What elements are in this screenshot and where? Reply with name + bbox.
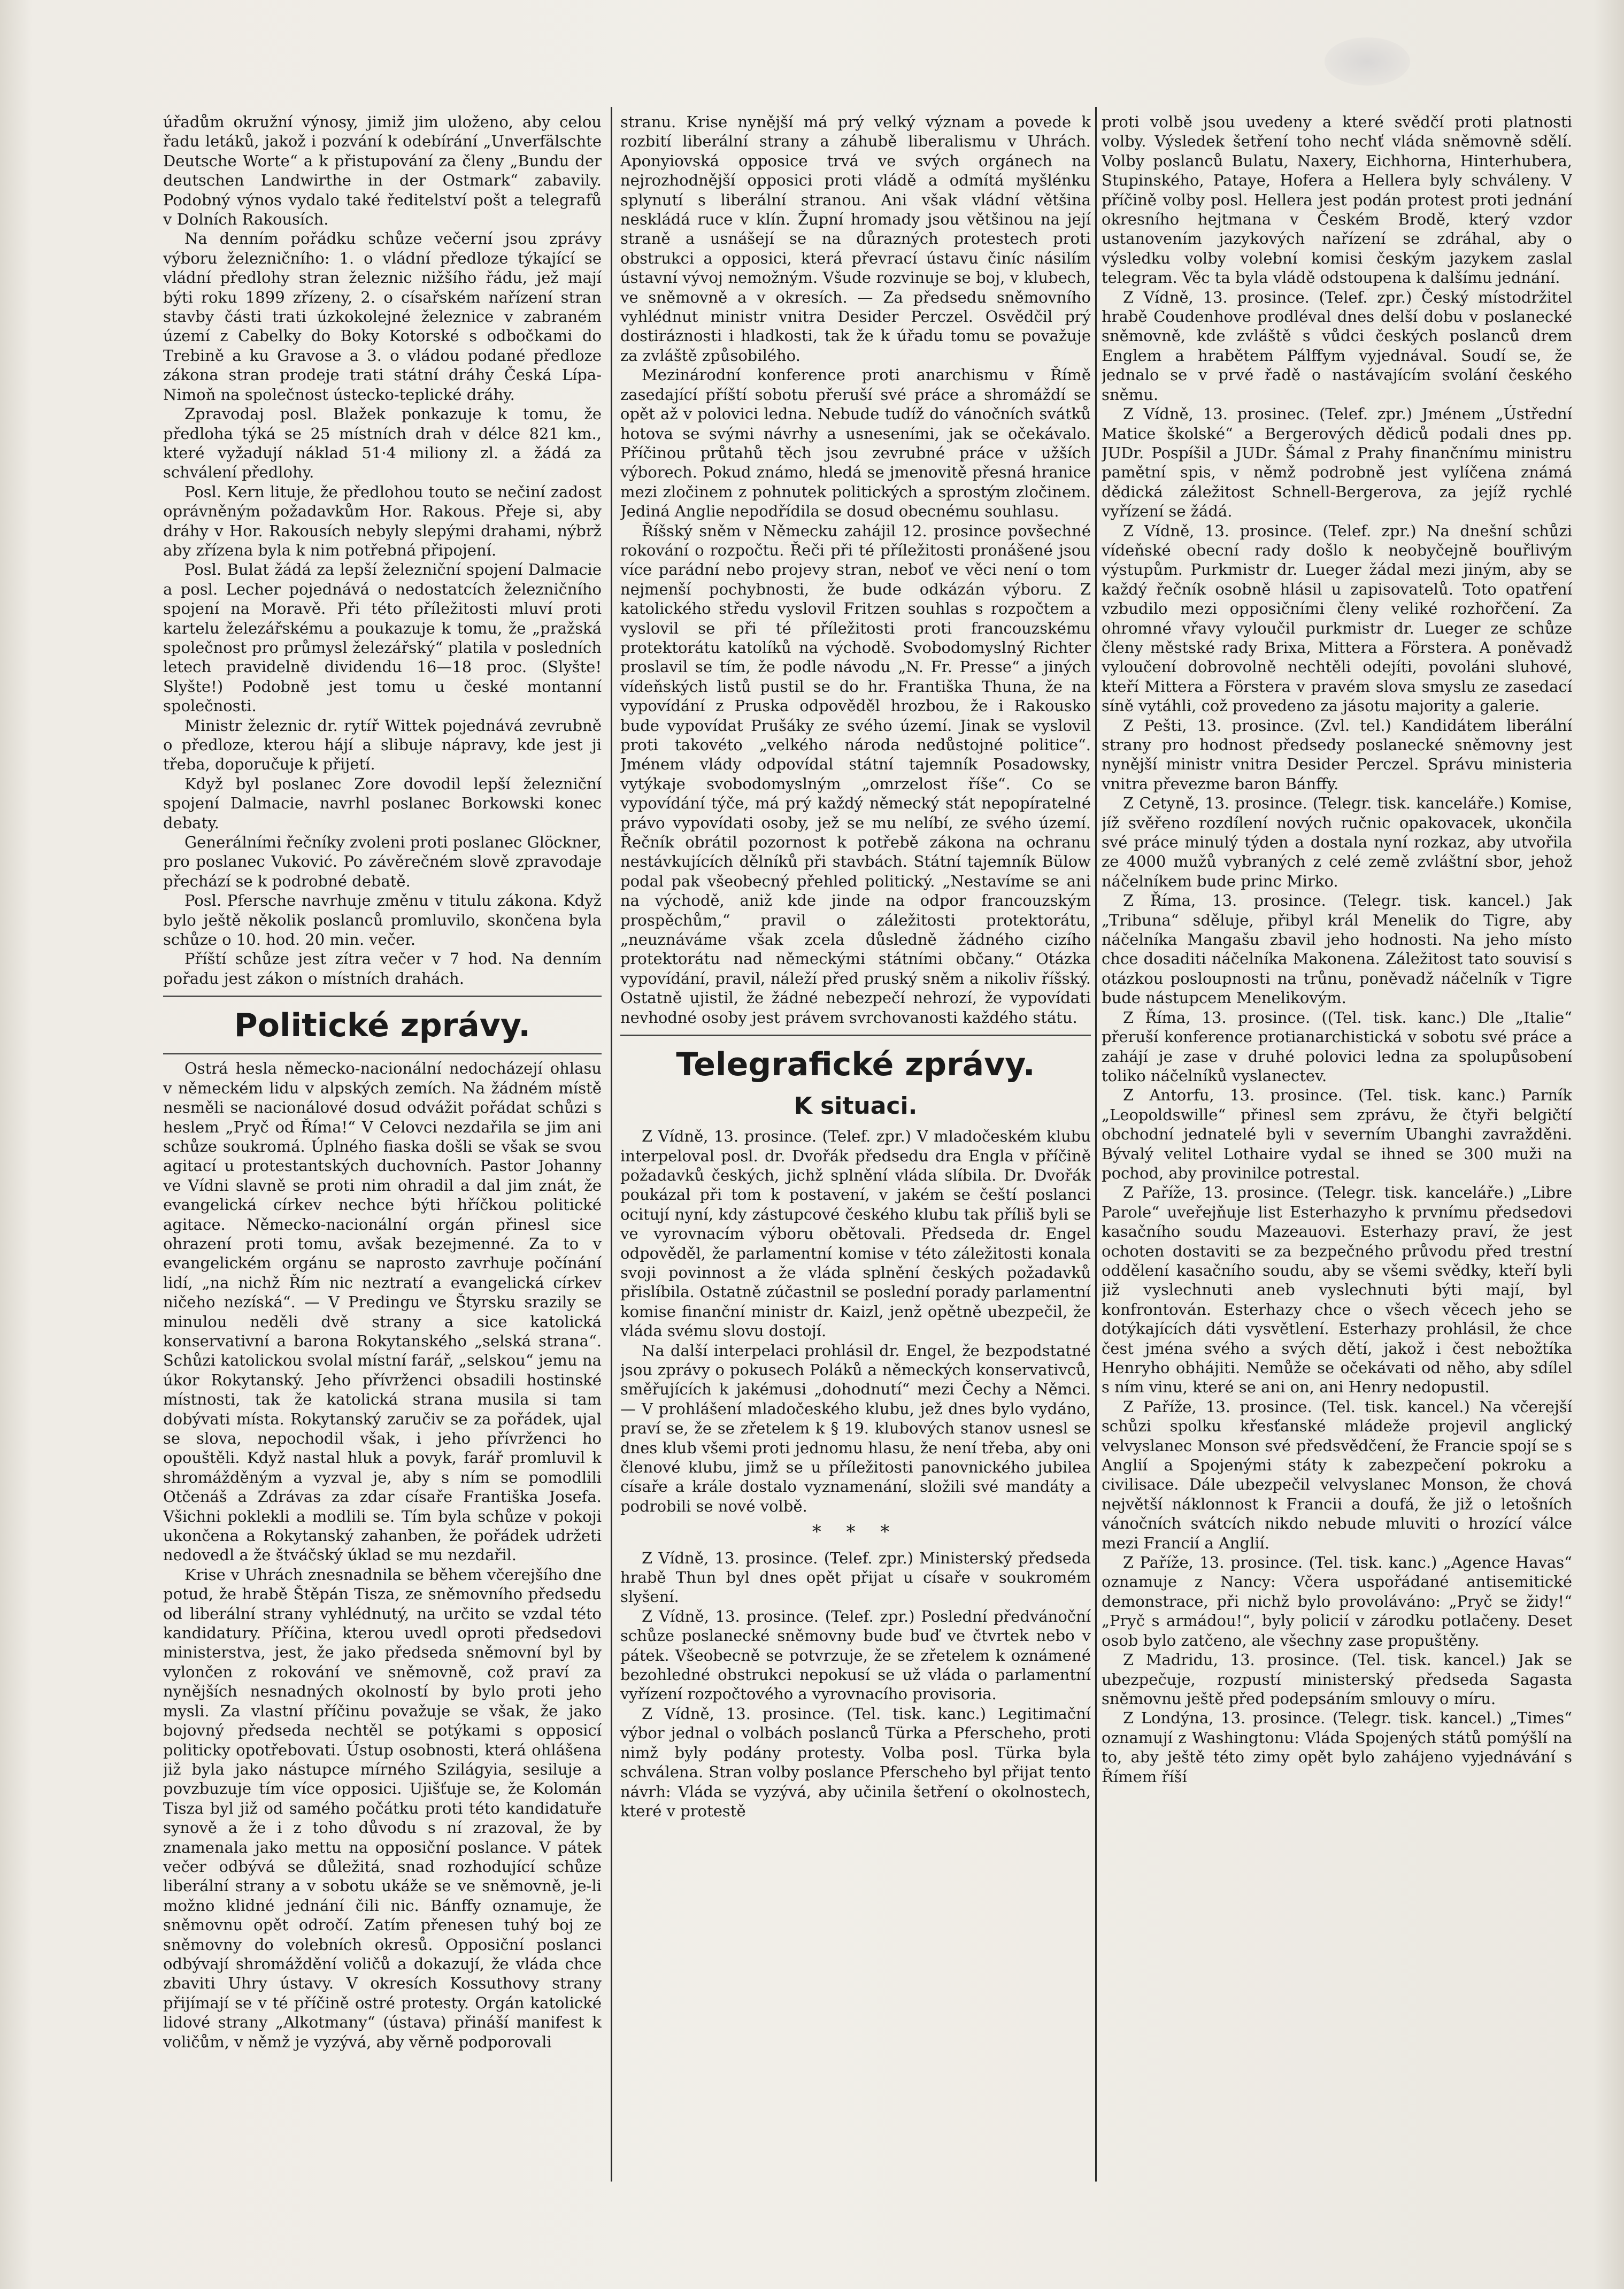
article-paragraph: Na denním pořádku schůze večerní jsou zprávy výboru železničního: 1. o vládní předloze týkající se vládní předlohy stran železnic nižšího řádu, jež mají býti roku 1899 zřízeny, 2. o císařském nařízení stran stavby části trati úzkokolejné železnice v zabraném území z Cabelky do Boky Kotorské s odbočkami do Trebině a ku Gravose a 3. o vládou podané předloze zákona stran prodeje trati státní dráhy Česká Lípa-Nimoň na společnost ústecko-teplické dráhy. xyxy=(163,229,602,404)
column-right xyxy=(1102,112,1572,2262)
article-paragraph: Posl. Bulat žádá za lepší železniční spojení Dalmacie a posl. Lecher pojednává o nedostatcích železničního spojení na Moravě. Při této příležitosti mluví proti kartelu železářskému a poukazuje k tomu, že „pražská společnost pro průmysl železářský“ platila v posledních letech pravidelně dividendu 16—18 proc. (Slyšte! Slyšte!) Podobně jest tomu u české montanní společnosti. xyxy=(163,560,602,715)
article-paragraph: Z Paříže, 13. prosince. (Telegr. tisk. kanceláře.) „Libre Parole“ uveřejňuje list Esterhazyho k prvnímu předsedovi kasačního soudu Mazeauovi. Esterhazy praví, že jest ochoten dostaviti se za bezpečného průvodu před trestní oddělení kasačního soudu, aby se všemi svědky, kteří byli již vyslechnuti aneb vyslechnuti býti mají, byl konfrontován. Esterhazy chce o všech věcech jeho se dotýkajících dáti vysvětlení. Esterhazy prohlásil, že chce čest jména svého a svých dětí, jakož i čest nebožtíka Henryho obhájiti. Nemůže se očekávati od něho, aby sdílel s ním vinu, které se ani on, ani Henry nedopustil. xyxy=(1102,1183,1572,1397)
article-paragraph: Ostrá hesla německo-nacionální nedocházejí ohlasu v německém lidu v alpských zemích. Na žádném místě nesměli se nacionálové dosud odvážit pořádat schůzi s heslem „Pryč od Říma!“ V Celovci nezdařila se jim ani schůze soukromá. Úplného fiaska došli se však se svou agitací u protestantských duchovních. Pastor Johanny ve Vídni slavně se proti nim ohradil a dal jim znát, že evangelická církev nechce býti hříčkou politické agitace. Německo-nacionální orgán přinesl sice ohrazení proti tomu, avšak bezejmenné. Za to v evangelickém orgánu se naprosto zavrhuje počínání lidí, „na nichž Řím nic neztratí a evangelická církev ničeho nezíská“. — V Predingu ve Štyrsku srazily se minulou neděli dvě strany a sice katolická konservativní a barona Rokytanského „selská strana“. Schůzi katolickou svolal místní farář, „selskou“ jemu na úkor Rokytanský. Jeho přívrženci obsadili hostinské místnosti, tak že katolická strana musila si tam dobývati místa. Rokytanský zaručiv se za pořádek, ujal se slova, nepochodil však, i jeho přívrženci ho opouštěli. Když nastal hluk a povyk, farář promluvil k shromážděným a vyzval je, aby s ním se pomodlili Otčenáš a Zdrávas za zdar císaře Františka Josefa. Všichni poklekli a modlili se. Tím byla schůze v pokoji ukončena a Rokytanský zahanben, že pořádek udržeti nedovedl a že štváčský úklad se mu nezdařil. xyxy=(163,1059,602,1564)
section-divider xyxy=(163,1053,602,1054)
article-paragraph: Z Vídně, 13. prosince. (Telef. zpr.) V mladočeském klubu interpeloval posl. dr. Dvořák předsedu dra Engla v příčině požadavků českých, jichž splnění vláda slíbila. Dr. Dvořák poukázal při tom k postavení, v jakém se čeští poslanci ocitují nyní, kdy zástupcové českého klubu tak příliš byli se ve vyrovnacím výboru obětovali. Předseda dr. Engel odpověděl, že parlamentní komise v této záležitosti konala svoji povinnost a že vláda splnění českých požadavků přislíbila. Ostatně zúčastnil se poslední porady parlamentní komise finanční ministr dr. Kaizl, jenž opětně ubezpečil, že vláda svému slovu dostojí. xyxy=(620,1127,1091,1340)
article-paragraph: Z Pešti, 13. prosince. (Zvl. tel.) Kandidátem liberální strany pro hodnost předsedy poslanecké sněmovny jest nynější ministr vnitra Desider Perczel. Správu ministeria vnitra převezme baron Bánffy. xyxy=(1102,716,1572,793)
subsection-title: K situaci. xyxy=(794,1092,918,1120)
article-paragraph: Z Vídně, 13. prosince. (Telef. zpr.) Poslední předvánoční schůze poslanecké sněmovny bude buď ve čtvrtek nebo v pátek. Všeobecně se potvrzuje, že se zřetelem k oznámené bezohledné obstrukci nepokusí se už vláda o parlamentní vyřízení rozpočtového a vyrovnacího provisoria. xyxy=(620,1607,1091,1704)
section-title-telegraphic: Telegrafické zprávy. xyxy=(676,1046,1035,1084)
column-middle xyxy=(620,112,1091,2262)
section-title-political: Politické zprávy. xyxy=(234,1007,531,1045)
section-divider xyxy=(163,996,602,997)
article-paragraph: Z Madridu, 13. prosince. (Tel. tisk. kancel.) Jak se ubezpečuje, rozpustí ministerský předseda Sagasta sněmovnu ještě před podepsáním smlouvy o míru. xyxy=(1102,1651,1572,1708)
column-rule-1 xyxy=(611,107,612,2182)
article-paragraph: proti volbě jsou uvedeny a které svědčí proti platnosti volby. Výsledek šetření toho nechť vláda sněmovně sdělí. Volby poslanců Bulatu, Naxery, Eichhorna, Hinterhubera, Stupinského, Pataye, Hofera a Hellera byly schváleny. V příčině volby posl. Hellera jest podán protest proti jednání okresního hejtmana v Českém Brodě, který vzdor ustanovením jazykových nařízení se zdráhal, aby o výsledku volby volební komisi českým jazykem zaslal telegram. Věc ta byla vládě odstoupena k dalšímu jednání. xyxy=(1102,113,1572,287)
article-paragraph: Z Vídně, 13. prosince. (Telef. zpr.) Český místodržitel hrabě Coudenhove prodléval dnes delší dobu v poslanecké sněmovně, kde zvláště s vůdci českých poslanců drem Englem a hrabětem Pálffym vyjednával. Soudí se, že jednalo se v prvé řadě o nastávajícím svolání českého sněmu. xyxy=(1102,288,1572,404)
article-paragraph: Z Vídně, 13. prosince. (Telef. zpr.) Ministerský předseda hrabě Thun byl dnes opět přijat u císaře v soukromém slyšení. xyxy=(620,1548,1091,1606)
article-paragraph: Mezinárodní konference proti anarchismu v Římě zasedající příští sobotu přeruší své práce a shromáždí se opět až v polovici ledna. Nebude tudíž do vánočních svátků hotova se svými návrhy a usneseními, jak se očekávalo. Příčinou průtahů těch jsou zevrubné práce v užších výborech. Pokud známo, hledá se jmenovitě přesná hranice mezi zločinem z pohnutek politických a sprostým zločinem. Jediná Anglie nepodřídila se dosud obecnému souhlasu. xyxy=(620,366,1091,521)
article-paragraph: Generálními řečníky zvoleni proti poslanec Glöckner, pro poslanec Vuković. Po závěrečném slově zpravodaje přechází se k podrobné debatě. xyxy=(163,833,602,890)
article-paragraph: Ministr železnic dr. rytíř Wittek pojednává zevrubně o předloze, kterou hájí a slibuje nápravy, kde jest ji třeba, doporučuje k přijetí. xyxy=(163,716,602,774)
column-rule-2 xyxy=(1095,107,1097,2182)
article-paragraph: Z Cetyně, 13. prosince. (Telegr. tisk. kanceláře.) Komise, jíž svěřeno rozdílení nových ručnic opakovacek, ukončila své práce minulý týden a dostala nyní rozkaz, aby utvořila ze 4000 mužů vybraných z celé země zvláštní sbor, jehož náčelníkem bude princ Mirko. xyxy=(1102,794,1572,890)
article-paragraph: Z Říma, 13. prosince. ((Tel. tisk. kanc.) Dle „Italie“ přeruší konference protianarchistická v sobotu své práce a zahájí je zase v druhé polovici ledna za spolupůsobení toliko náčelníků vyslanectev. xyxy=(1102,1008,1572,1085)
article-paragraph: Z Vídně, 13. prosinec. (Telef. zpr.) Jménem „Ústřední Matice školské“ a Bergerových dědiců podali dnes pp. JUDr. Pospíšil a JUDr. Šámal z Prahy finančnímu ministru pamětní spis, v němž podrobně jest vylíčena známá dědická záležitost Schnell-Bergerova, za jejíž rychlé vyřízení se žádá. xyxy=(1102,405,1572,521)
article-paragraph: Na další interpelaci prohlásil dr. Engel, že bezpodstatné jsou zprávy o pokusech Poláků a německých konservativců, směřujících k jakémusi „dohodnutí“ mezi Čechy a Němci. — V prohlášení mladočeského klubu, jež dnes bylo vydáno, praví se, že se zřetelem k § 19. klubových stanov usnesl se dnes klub všemi proti jednomu hlasu, že není třeba, aby oni členové klubu, jimž se u příležitosti panovnického jubilea císaře a krále dostalo vyznamenání, složili své mandáty a podrobili se nové volbě. xyxy=(620,1341,1091,1515)
article-paragraph: Z Vídně, 13. prosince. (Telef. zpr.) Na dnešní schůzi vídeňské obecní rady došlo k neobyčejně bouřlivým výstupům. Purkmistr dr. Lueger žádal mezi jiným, aby se každý řečník osobně hlásil u zapisovatelů. Toto opatření vzbudilo mezi opposičními členy veliké rozhořčení. Za ohromné vřavy vyloučil purkmistr dr. Lueger ze schůze členy městské rady Brixa, Mittera a Förstera. A poněvadž vyloučení dobrovolně nechtěli odejíti, povoláni sluhové, kteří Mittera a Förstera v pravém slova smyslu ze zasedací síně vytáhli, což provedeno za jásotu majority a galerie. xyxy=(1102,521,1572,715)
article-paragraph: Z Antorfu, 13. prosince. (Tel. tisk. kanc.) Parník „Leopoldswille“ přinesl sem zprávu, že čtyři belgičtí obchodní jednatelé byli v severním Ubanghi zavražděni. Bývalý velitel Lothaire vydal se ihned se 300 muži na pochod, aby provinilce potrestal. xyxy=(1102,1086,1572,1182)
article-paragraph: Z Paříže, 13. prosince. (Tel. tisk. kanc.) „Agence Havas“ oznamuje z Nancy: Včera uspořádané antisemitické demonstrace, při nichž bylo provoláváno: „Pryč se židy!“ „Pryč s armádou!“, byly policií v zárodku potlačeny. Deset osob bylo zatčeno, ale všechny zase propuštěny. xyxy=(1102,1553,1572,1650)
column-left xyxy=(163,112,602,2262)
article-paragraph: Posl. Pfersche navrhuje změnu v titulu zákona. Když bylo ještě několik poslanců promluvilo, skončena byla schůze o 10. hod. 20 min. večer. xyxy=(163,891,602,949)
article-paragraph: Říšský sněm v Německu zahájil 12. prosince povšechné rokování o rozpočtu. Řeči při té příležitosti pronášené jsou více parádní nebo projevy stran, neboť ve věci není o tom nejmenší pochybnosti, že bude odkázán výboru. Z katolického středu vyslovil Fritzen souhlas s rozpočtem a vyslovil se při té příležitosti proti francouzskému protektorátu katolíků na východě. Svobodomyslný Richter proslavil se tím, že podle návodu „N. Fr. Presse“ a jiných vídeňských listů pustil se do hr. Františka Thuna, že na vypovídání z Pruska odpověděl hrozbou, že i Rakousko bude vypovídat Prušáky ze svého území. Jinak se vyslovil proti takovéto „velkého národa nedůstojné politice“. Jménem vlády odpovídal státní tajemník Posadowsky, vytýkaje svobodomyslným „omrzelost říše“. Co se vypovídání týče, má prý každý německý stát nepopíratelné právo vypovídati osoby, jež se mu nelíbí, ze svého území. Řečník obrátil pozornost k potřebě zákona na ochranu nestávkujících dělníků při stavbách. Státní tajemník Bülow podal pak všeobecný přehled politický. „Nestavíme se ani na východě, aniž kde jinde na odpor francouzským prospěchům,“ pravil o záležitosti protektorátu, „neuznáváme však zcela důsledně žádného cizího protektorátu nad německými státními občany.“ Otázka vypovídání, pravil, náleží před pruský sněm a nikoliv říšský. Ostatně ujistil, že žádné nebezpečí nehrozí, že vypovídati nevhodné osoby jest právem svrchovanosti každého státu. xyxy=(620,521,1091,1027)
article-paragraph: Krise v Uhrách znesnadnila se během včerejšího dne potud, že hrabě Štěpán Tisza, ze sněmovního předsedu od liberální strany vyhlédnutý, na určito se vzdal této kandidatury. Příčina, kterou uvedl oproti předsedovi ministerstva, jest, že jako předseda sněmovní byl by vylončen z rokování ve sněmovně, což praví za nynějších nesnadných okolností by bylo proti jeho mysli. Za vlastní příčinu považuje se však, že jako bojovný předseda nechtěl se potýkami s opposicí politicky opotřebovati. Ústup osobnosti, která ohlášena již byla jako nástupce mírného Szilágyia, sesiluje a povzbuzuje tím více opposici. Ujišťuje se, že Kolomán Tisza byl již od samého počátku proti této kandidatuře synově a že i z toho důvodu s ní zrazoval, že by znamenala jako mettu na opposiční poslance. V pátek večer odbývá se důležitá, snad rozhodující schůze liberální strany a v sobotu ukáže se ve sněmovně, je-li možno klidné jednání čili nic. Bánffy oznamuje, že sněmovnu opět odročí. Zatím přenesen tuhý boj ze sněmovny do volebních okresů. Opposiční poslanci odbývají shromáždění voličů a dokazují, že vláda chce zbaviti Uhry ústavy. V okresích Kossuthovy strany přijímají se v té příčině ostré protesty. Orgán katolické lidové strany „Alkotmany“ (ústava) přináší manifest k voličům, v němž je vyzývá, aby věrně podporovali xyxy=(163,1565,602,2051)
article-paragraph: Zpravodaj posl. Blažek ponkazuje k tomu, že předloha týká se 25 místních drah v délce 821 km., které vyžadují náklad 51·4 miliony zl. a žádá za schválení předlohy. xyxy=(163,405,602,482)
article-paragraph: úřadům okružní výnosy, jimiž jim uloženo, aby celou řadu letáků, jakož i pozvání k odebírání „Unverfälschte Deutsche Worte“ a k přistupování za členy „Bundu der deutschen Landwirthe in der Ostmark“ zabavily. Podobný výnos vydalo také ředitelství pošt a telegrafů v Dolních Rakousích. xyxy=(163,113,602,229)
article-paragraph: Když byl poslanec Zore dovodil lepší železniční spojení Dalmacie, navrhl poslanec Borkowski konec debaty. xyxy=(163,774,602,832)
article-paragraph: Z Vídně, 13. prosince. (Tel. tisk. kanc.) Legitimační výbor jednal o volbách poslanců Türka a Pferscheho, proti nimž byly podány protesty. Volba posl. Türka byla schválena. Stran volby poslance Pferscheho byl přijat tento návrh: Vláda se vyzývá, aby učinila šetření o okolnostech, které v protestě xyxy=(620,1704,1091,1820)
article-paragraph: stranu. Krise nynější má prý velký význam a povede k rozbití liberální strany a záhubě liberalismu v Uhrách. Aponyiovská opposice trvá ve svých orgánech na nejrozhodnější opposici proti vládě a odmítá myšlénku splynutí s liberální stranou. Ani však vládní většina neskládá ruce v klín. Župní hromady jsou většinou na její straně a usnášejí se na důrazných protestech proti obstrukci a opposici, která převrací ústavu činíc násilím ústavní vývoj nemožným. Všude rozvinuje se boj, v klubech, ve sněmovně a v okresích. — Za předsedu sněmovního vyhlédnut ministr vnitra Desider Perczel. Osvědčil prý dostiráznosti i hladkosti, tak že k úřadu tomu se považuje za zvláště způsobilého. xyxy=(620,113,1091,365)
section-stars: * * * xyxy=(812,1521,899,1543)
article-paragraph: Z Říma, 13. prosince. (Telegr. tisk. kancel.) Jak „Tribuna“ sděluje, přibyl král Menelik do Tigre, aby náčelníka Mangašu zbavil jeho hodnosti. Na jeho místo chce dosaditi náčelníka Makonena. Záležitost tato souvisí s otázkou posloupnosti na trůnu, poněvadž náčelník v Tigre bude nástupcem Menelikovým. xyxy=(1102,891,1572,1007)
article-paragraph: Z Londýna, 13. prosince. (Telegr. tisk. kancel.) „Times“ oznamují z Washingtonu: Vláda Spojených států pomýšlí na to, aby ještě této zimy opět bylo zahájeno vyjednávání s Římem říší xyxy=(1102,1709,1572,1786)
scan-smudge xyxy=(1325,37,1410,86)
section-divider xyxy=(620,1035,1091,1036)
article-paragraph: Příští schůze jest zítra večer v 7 hod. Na denním pořadu jest zákon o místních drahách. xyxy=(163,950,602,988)
article-paragraph: Z Paříže, 13. prosince. (Tel. tisk. kancel.) Na včerejší schůzi spolku křesťanské mládeže projevil anglický velvyslanec Monson své předsvědčení, že Francie spojí se s Anglií a Spojenými státy k zabezpečení pokroku a civilisace. Dále ubezpečil velvyslanec Monson, že chová největší náklonnost k Francii a doufá, že již o letošních vánočních svátcích nikdo nebude mluviti o hrozící válce mezi Francií a Anglií. xyxy=(1102,1397,1572,1552)
article-paragraph: Posl. Kern lituje, že předlohou touto se nečiní zadost oprávněným požadavkům Hor. Rakous. Přeje si, aby dráhy v Hor. Rakousích nebyly slepými drahami, nýbrž aby zřízena byla k nim potřebná připojení. xyxy=(163,482,602,559)
